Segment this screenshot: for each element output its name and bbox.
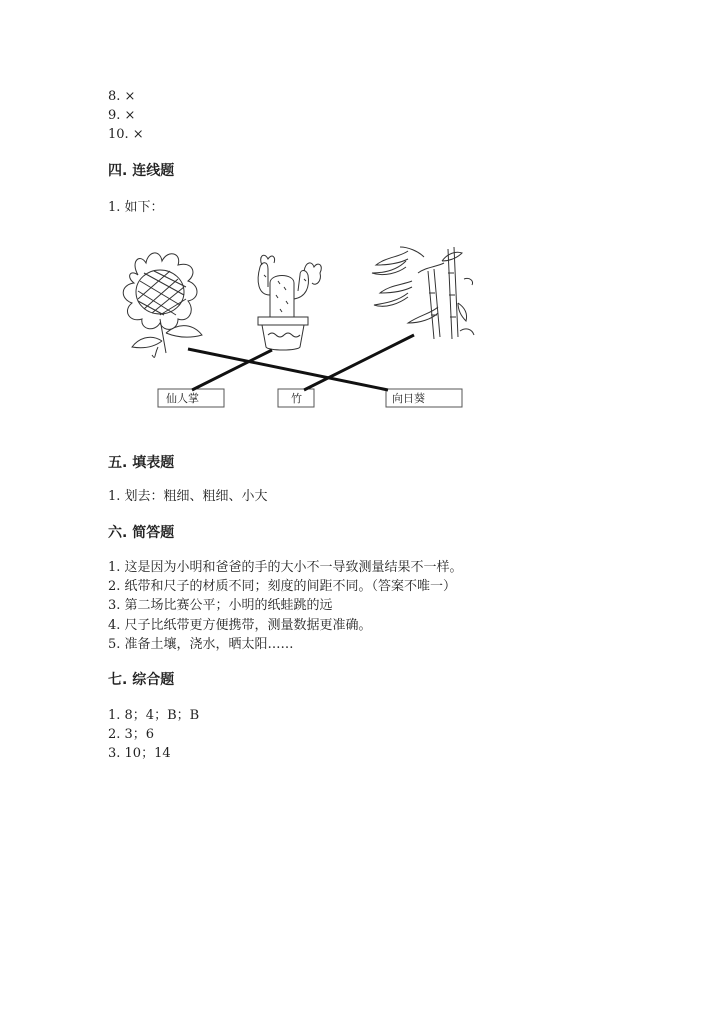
section-4-heading: 四. 连线题 [108, 163, 175, 179]
section-7-item-1: 1. 8；4；B；B [108, 708, 200, 723]
match-line-bamboo [304, 335, 414, 390]
section-5-heading: 五. 填表题 [108, 455, 175, 471]
label-cactus: 仙人掌 [166, 392, 199, 405]
section-7-item-3: 3. 10；14 [108, 746, 171, 761]
matching-figure [108, 243, 480, 415]
section-6-heading: 六. 简答题 [108, 525, 175, 541]
section-6-item-5: 5. 准备土壤，浇水，晒太阳…… [108, 637, 294, 652]
answer-8: 8. × [108, 89, 136, 104]
section-6-item-1: 1. 这是因为小明和爸爸的手的大小不一导致测量结果不一样。 [108, 560, 463, 575]
cactus-illustration [258, 255, 321, 350]
match-line-sunflower [188, 349, 388, 390]
section-7-heading: 七. 综合题 [108, 672, 175, 688]
section-6-item-3: 3. 第二场比赛公平；小明的纸蛙跳的远 [108, 598, 333, 613]
section-6-item-4: 4. 尺子比纸带更方便携带，测量数据更准确。 [108, 618, 372, 633]
match-line-cactus [192, 350, 272, 390]
sunflower-illustration [123, 253, 202, 357]
section-5-item-1: 1. 划去：粗细、粗细、小大 [108, 489, 268, 504]
section-6-item-2: 2. 纸带和尺子的材质不同；刻度的间距不同。（答案不唯一） [108, 579, 457, 594]
bamboo-illustration [372, 247, 474, 339]
label-bamboo: 竹 [291, 392, 302, 405]
answer-10: 10. × [108, 127, 144, 142]
section-7-item-2: 2. 3；6 [108, 727, 155, 742]
answer-9: 9. × [108, 108, 136, 123]
label-sunflower: 向日葵 [392, 392, 425, 405]
section-4-item-1: 1. 如下： [108, 200, 164, 215]
